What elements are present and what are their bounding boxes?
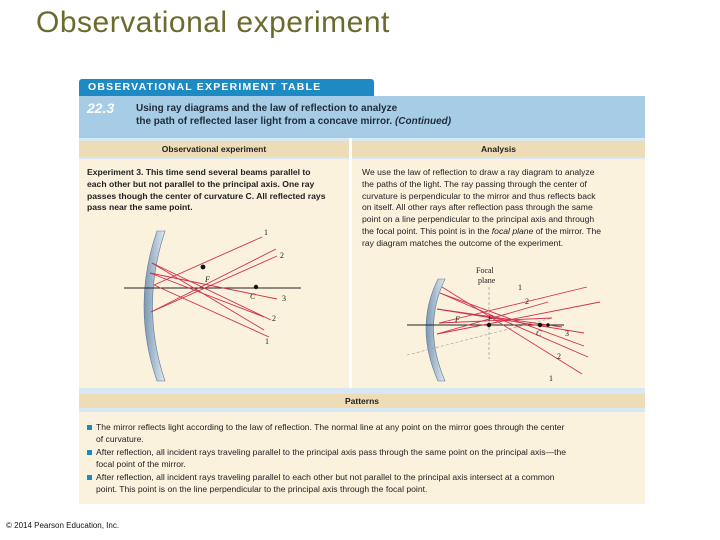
center-curvature-marker (254, 285, 258, 289)
pattern-item (87, 447, 635, 470)
column-header-analysis: Analysis (352, 141, 645, 157)
label-ray-2-top: 2 (525, 297, 529, 306)
observational-cell (79, 159, 349, 388)
analysis-line-2: the paths of the light. The ray passing through the center of (362, 178, 587, 189)
label-F-left: F (455, 315, 460, 324)
concave-mirror (144, 231, 165, 381)
label-ray-2-bottom: 2 (272, 314, 276, 323)
patterns-cell (79, 412, 645, 504)
slide-title: Observational experiment (36, 6, 390, 39)
label-ray-1-top: 1 (264, 228, 268, 237)
table-continued: (Continued) (394, 116, 452, 127)
label-ray-3: 3 (565, 329, 569, 338)
focal-plane-intersection (546, 323, 550, 327)
label-F: F (488, 314, 493, 323)
label-C: C (536, 329, 542, 338)
table-title (136, 102, 536, 128)
center-curvature-marker (538, 323, 542, 327)
table-title-line1: Using ray diagrams and the law of reflection to analyze (136, 103, 398, 114)
focal-point-marker (201, 265, 206, 270)
label-focal: Focal (476, 266, 494, 275)
analysis-ray-diagram (352, 159, 645, 388)
analysis-focal-plane: focal plane (491, 225, 534, 236)
focal-point-marker (487, 323, 491, 327)
analysis-line-7: ray diagram matches the outcome of the experiment. (362, 237, 564, 248)
ray-4-reflected (440, 293, 584, 346)
label-ray-1-top: 1 (518, 283, 522, 292)
ray-1-incident (439, 287, 587, 323)
pattern-3-line-2: point. This point is on the line perpendicular to the principal axis through the focal point. (96, 483, 428, 494)
analysis-line-3: curvature is perpendicular to the mirror and thus reflects back (362, 190, 596, 201)
analysis-line-6b: of the mirror. The (535, 225, 602, 236)
table-header-band (79, 96, 645, 138)
column-header-observational: Observational experiment (79, 141, 349, 157)
table-title-line2: the path of reflected laser light from a concave mirror. (136, 116, 393, 127)
experiment-label: Experiment 3. (87, 167, 144, 177)
analysis-line-5: point on a line perpendicular to the principal axis and through (362, 214, 595, 225)
experiment-line-2: each other but not parallel to the principal axis. One ray (87, 178, 315, 189)
table-number: 22.3 (87, 100, 115, 116)
label-F: F (205, 275, 210, 284)
label-ray-2-bottom: 2 (557, 352, 561, 361)
experiment-ray-diagram (79, 159, 349, 388)
experiment-line-4: pass near the same point. (87, 202, 193, 213)
analysis-line-1: We use the law of reflection to draw a ray diagram to analyze (362, 167, 595, 177)
pattern-item (87, 472, 635, 495)
bullet-square-icon (87, 450, 92, 455)
bullet-square-icon (87, 425, 92, 430)
pattern-3-line-1: After reflection, all incident rays traveling parallel to each other but not parallel to the principal axis intersect at a common (96, 472, 555, 482)
patterns-header: Patterns (79, 394, 645, 408)
table-tab-label: OBSERVATIONAL EXPERIMENT TABLE (79, 79, 374, 96)
experiment-line-1: This time send several beams parallel to (145, 167, 311, 177)
analysis-cell (352, 159, 645, 388)
experiment-table (79, 96, 645, 504)
pattern-2-line-1: After reflection, all incident rays traveling parallel to the principal axis pass through the same point on the principal axis—the (96, 447, 567, 457)
label-ray-2-top: 2 (280, 251, 284, 260)
copyright-footer: © 2014 Pearson Education, Inc. (6, 521, 120, 530)
pattern-1-line-1: The mirror reflects light according to the law of reflection. The normal line at any point on the mirror goes through the center (96, 422, 565, 432)
pattern-item (87, 422, 635, 445)
pattern-2-line-2: focal point of the mirror. (96, 458, 186, 469)
ray-2-incident (151, 256, 277, 312)
ray-5-incident (442, 287, 582, 374)
label-ray-1-bottom: 1 (265, 337, 269, 346)
label-ray-3: 3 (282, 294, 286, 303)
label-C: C (250, 292, 256, 301)
pattern-1-line-2: of curvature. (96, 433, 144, 444)
ray-4-reflected (152, 263, 264, 330)
analysis-line-6: the focal point. This point is in the (362, 225, 490, 236)
bullet-square-icon (87, 475, 92, 480)
experiment-line-3: passes though the center of curvature C. All reflected rays (87, 190, 326, 201)
analysis-line-4: on itself. All other rays after reflection pass through the same (362, 202, 593, 213)
label-ray-1-bottom: 1 (549, 374, 553, 383)
label-plane: plane (478, 276, 496, 285)
